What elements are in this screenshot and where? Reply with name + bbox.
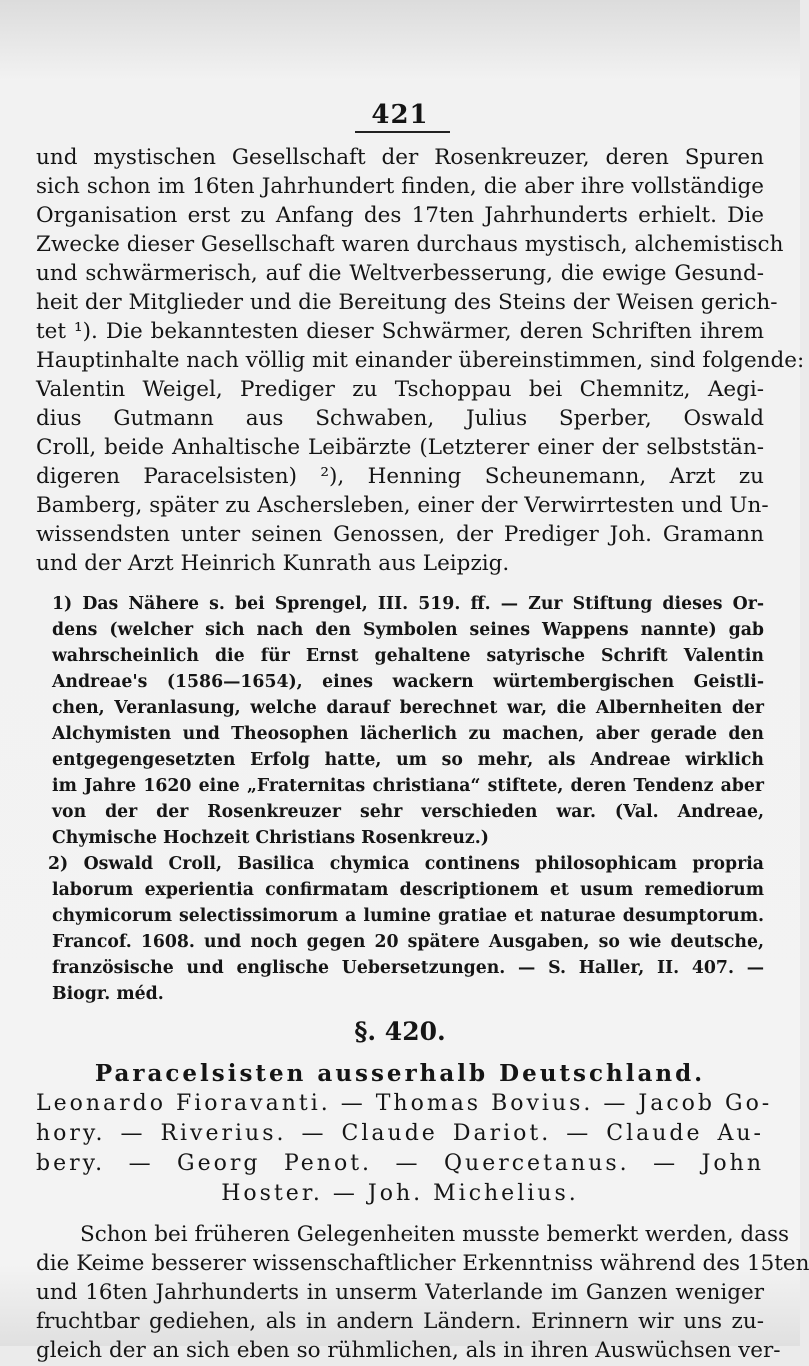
body-line: wissendsten unter seinen Genossen, der Prediger Joh. Gramann (36, 522, 764, 547)
body-line: Zwecke dieser Gesellschaft waren durchaus mystisch, alchemistisch (36, 232, 784, 257)
body-line: sich schon im 16ten Jahrhundert finden, die aber ihre vollständige (36, 174, 764, 199)
body-line: und mystischen Gesellschaft der Rosenkreuzer, deren Spuren (36, 145, 764, 170)
body-line: Schon bei früheren Gelegenheiten musste bemerkt werden, dass (80, 1222, 790, 1247)
body-line: fruchtbar gediehen, als in andern Ländern. Erinnern wir uns zu- (36, 1309, 764, 1334)
body-line: Valentin Weigel, Prediger zu Tschoppau bei Chemnitz, Aegi- (36, 377, 764, 402)
footnote-line: 2) Oswald Croll, Basilica chymica continens philosophicam propria (48, 854, 764, 874)
footnote-line: französische und englische Uebersetzungen. — S. Haller, II. 407. — (52, 958, 764, 978)
body-line: Bamberg, später zu Aschersleben, einer der Verwirrtesten und Un- (36, 493, 769, 518)
footnote-line: Alchymisten und Theosophen lächerlich zu machen, aber gerade den (52, 724, 764, 744)
section-subtitle-line: hory. — Riverius. — Claude Dariot. — Claude Au- (36, 1121, 764, 1146)
footnote-line: 1) Das Nähere s. bei Sprengel, III. 519. ff. — Zur Stiftung dieses Or- (52, 594, 764, 614)
body-line: digeren Paracelsisten) ²), Henning Scheunemann, Arzt zu (36, 464, 764, 489)
section-subtitle-line: Hoster. — Joh. Michelius. (221, 1181, 579, 1206)
footnote-line: im Jahre 1620 eine „Fraternitas christiana“ stiftete, deren Tendenz aber (52, 776, 764, 796)
body-line: heit der Mitglieder und die Bereitung des Steins der Weisen gerich- (36, 290, 778, 315)
section-number: §. 420. (354, 1017, 446, 1046)
page-number: 421 (371, 100, 429, 130)
footnote-line: Chymische Hochzeit Christians Rosenkreuz.) (52, 828, 489, 848)
footnote-line: dens (welcher sich nach den Symbolen seines Wappens nannte) gab (52, 620, 764, 640)
section-subtitle-line: bery. — Georg Penot. — Quercetanus. — John (36, 1151, 764, 1176)
body-line: und 16ten Jahrhunderts in unserm Vaterlande im Ganzen weniger (36, 1280, 764, 1305)
footnote-line: Biogr. méd. (52, 984, 164, 1004)
body-line: Croll, beide Anhaltische Leibärzte (Letzterer einer der selbststän- (36, 435, 764, 460)
footnote-line: Francof. 1608. und noch gegen 20 spätere Ausgaben, so wie deutsche, (52, 932, 764, 952)
footnote-line: laborum experientia confirmatam descriptionem et usum remediorum (52, 880, 764, 900)
footnote-line: chen, Veranlasung, welche darauf berechnet war, die Albernheiten der (52, 698, 764, 718)
body-line: und der Arzt Heinrich Kunrath aus Leipzig. (36, 551, 510, 576)
page-number-rule (355, 131, 450, 133)
footnote-line: wahrscheinlich die für Ernst gehaltene satyrische Schrift Valentin (52, 646, 764, 666)
body-line: und schwärmerisch, auf die Weltverbesserung, die ewige Gesund- (36, 261, 764, 286)
footnote-line: entgegengesetzten Erfolg hatte, um so mehr, als Andreae wirklich (52, 750, 764, 770)
footnote-line: von der der Rosenkreuzer sehr verschieden war. (Val. Andreae, (52, 802, 764, 822)
body-line: gleich der an sich eben so rühmlichen, als in ihren Auswüchsen ver- (36, 1338, 781, 1363)
body-line: tet ¹). Die bekanntesten dieser Schwärmer, deren Schriften ihrem (36, 319, 764, 344)
section-title: Paracelsisten ausserhalb Deutschland. (94, 1060, 706, 1087)
section-subtitle-line: Leonardo Fioravanti. — Thomas Bovius. — Jacob Go- (36, 1091, 773, 1116)
body-line: die Keime besserer wissenschaftlicher Erkenntniss während des 15ten (36, 1251, 809, 1276)
body-line: dius Gutmann aus Schwaben, Julius Sperber, Oswald (36, 406, 764, 431)
footnote-line: chymicorum selectissimorum a lumine gratiae et naturae desumptorum. (52, 906, 764, 926)
body-line: Hauptinhalte nach völlig mit einander übereinstimmen, sind folgende: (36, 348, 805, 373)
body-line: Organisation erst zu Anfang des 17ten Jahrhunderts erhielt. Die (36, 203, 764, 228)
footnote-line: Andreae's (1586—1654), eines wackern würtembergischen Geistli- (52, 672, 764, 692)
